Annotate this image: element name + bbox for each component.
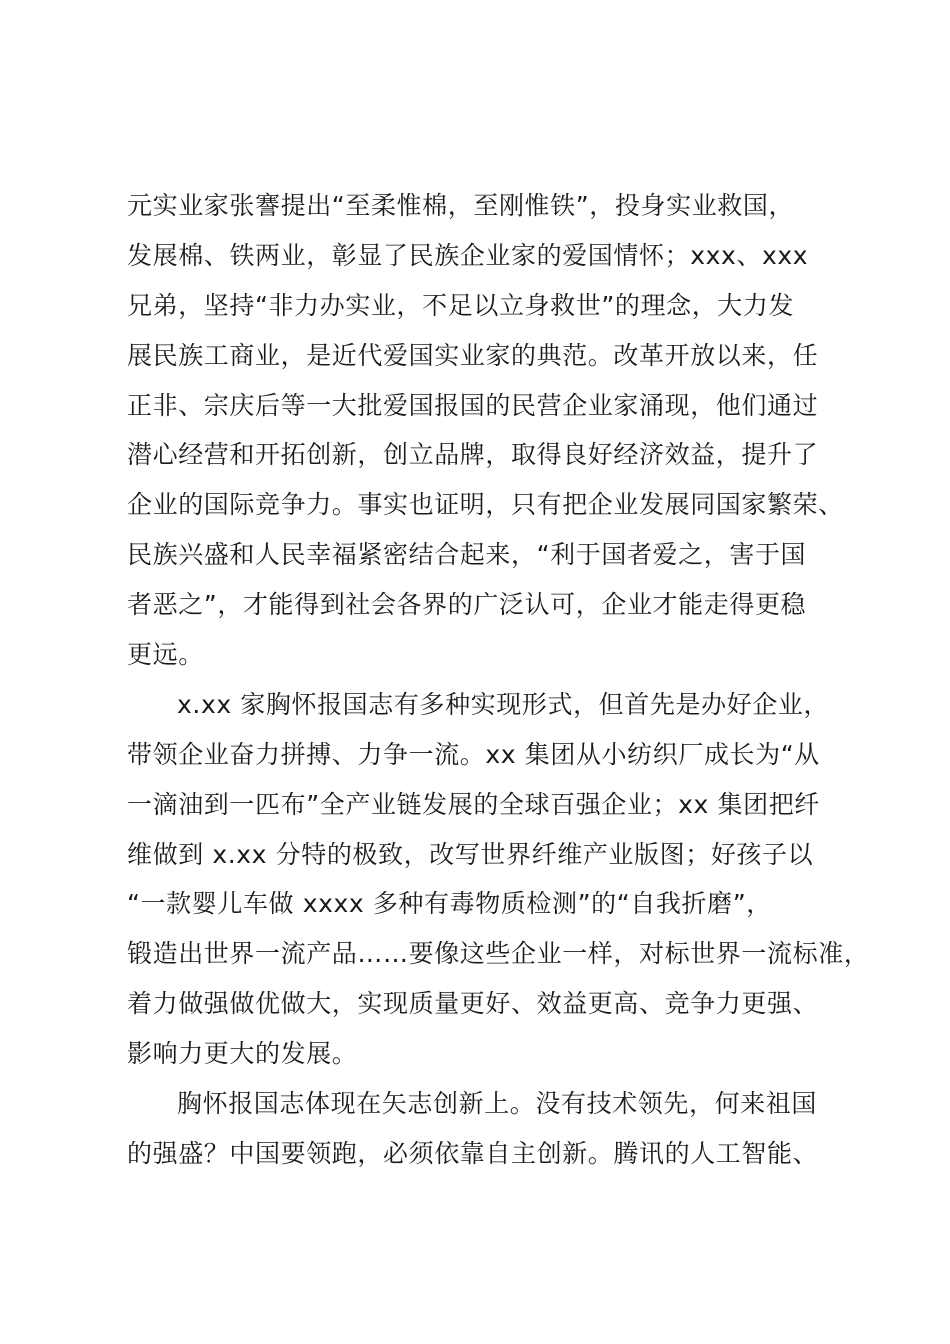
text-line: 潜心经营和开拓创新，创立品牌，取得良好经济效益，提升了 (127, 440, 819, 470)
text-line: 元实业家张謇提出“至柔惟棉，至刚惟铁”，投身实业救国， (127, 191, 795, 220)
text-line: 影响力更大的发展。 (127, 1039, 358, 1069)
text-line: “一款婴儿车做 xxxx 多种有毒物质检测”的“自我折磨”， (127, 889, 772, 919)
text-line: 的强盛？中国要领跑，必须依靠自主创新。腾讯的人工智能、 (127, 1138, 819, 1168)
text-line: 发展棉、铁两业，彰显了民族企业家的爱国情怀；xxx、xxx (127, 240, 809, 270)
text-line: 着力做强做优做大，实现质量更好、效益更高、竞争力更强、 (127, 989, 819, 1019)
text-line: 正非、宗庆后等一大批爱国报国的民营企业家涌现，他们通过 (127, 390, 819, 420)
body-text (127, 181, 870, 1179)
text-line: 展民族工商业，是近代爱国实业家的典范。改革开放以来，任 (127, 340, 819, 370)
text-line: 者恶之”，才能得到社会各界的广泛认可，企业才能走得更稳 (127, 590, 807, 620)
text-line: 一滴油到一匹布”全产业链发展的全球百强企业；xx 集团把纤 (127, 789, 820, 819)
text-line: 兄弟，坚持“非力办实业，不足以立身救世”的理念，大力发 (127, 290, 795, 320)
text-line: 企业的国际竞争力。事实也证明，只有把企业发展同国家繁荣、 (127, 490, 844, 520)
text-line: 维做到 x.xx 分特的极致，改写世界纤维产业版图；好孩子以 (127, 839, 814, 869)
text-line: 胸怀报国志体现在矢志创新上。没有技术领先，何来祖国 (177, 1089, 818, 1119)
text-line: 更远。 (127, 640, 204, 670)
text-line: 民族兴盛和人民幸福紧密结合起来，“利于国者爱之，害于国 (127, 540, 807, 570)
text-line: 锻造出世界一流产品……要像这些企业一样，对标世界一流标准， (127, 939, 870, 969)
text-line: x.xx 家胸怀报国志有多种实现形式，但首先是办好企业， (177, 689, 830, 719)
text-line: 带领企业奋力拼搏、力争一流。xx 集团从小纺织厂成长为“从 (127, 739, 820, 769)
